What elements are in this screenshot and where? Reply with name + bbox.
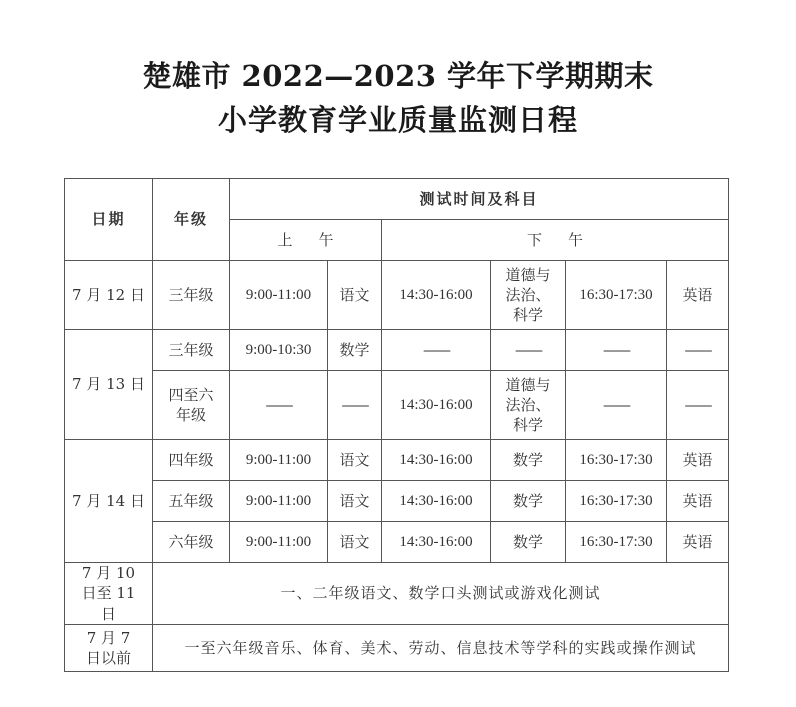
- row-pm2-subject: 英语: [667, 440, 729, 481]
- row-am-subject: 语文: [328, 440, 382, 481]
- row-am-subject: ——: [328, 371, 382, 440]
- row-grade: 四年级: [153, 440, 230, 481]
- row-grade: 五年级: [153, 481, 230, 522]
- row-pm1-subject: ——: [491, 330, 566, 371]
- row-am-time: 9:00-11:00: [230, 440, 328, 481]
- row-am-time: 9:00-11:00: [230, 481, 328, 522]
- row-grade: 三年级: [153, 330, 230, 371]
- row-pm2-time: 16:30-17:30: [566, 440, 667, 481]
- row-pm1-subject: 数学: [491, 522, 566, 563]
- row-pm1-time: 14:30-16:00: [382, 522, 491, 563]
- table-header-row: [65, 179, 729, 220]
- note-date: 7 月 10 日至 11 日: [65, 563, 153, 625]
- header-morning: 上午: [230, 220, 382, 261]
- row-pm1-time: 14:30-16:00: [382, 481, 491, 522]
- table-row: [65, 440, 729, 481]
- header-grade: 年级: [153, 179, 230, 261]
- row-am-subject: 数学: [328, 330, 382, 371]
- row-date: 7 月 13 日: [65, 330, 153, 440]
- document-title-line1: 楚雄市 2022—2023 学年下学期期末: [142, 59, 654, 93]
- row-am-time: 9:00-11:00: [230, 522, 328, 563]
- table-row: [65, 330, 729, 371]
- row-am-time: ——: [230, 371, 328, 440]
- row-am-subject: 语文: [328, 522, 382, 563]
- table-row: [65, 522, 729, 563]
- document-title-line2: 小学教育学业质量监测日程: [217, 103, 578, 137]
- row-pm1-time: 14:30-16:00: [382, 371, 491, 440]
- note-row: [65, 624, 729, 671]
- row-pm1-time: 14:30-16:00: [382, 261, 491, 330]
- row-pm1-time: ——: [382, 330, 491, 371]
- header-afternoon: 下午: [382, 220, 729, 261]
- table-row: [65, 261, 729, 330]
- note-date: 7 月 7 日以前: [65, 624, 153, 671]
- note-row: [65, 563, 729, 625]
- row-pm2-subject: ——: [667, 330, 729, 371]
- row-am-time: 9:00-11:00: [230, 261, 328, 330]
- row-am-time: 9:00-10:30: [230, 330, 328, 371]
- row-grade: 三年级: [153, 261, 230, 330]
- row-pm1-subject: 数学: [491, 481, 566, 522]
- row-pm2-subject: 英语: [667, 481, 729, 522]
- row-am-subject: 语文: [328, 261, 382, 330]
- row-pm1-subject: 数学: [491, 440, 566, 481]
- schedule-table: [64, 178, 729, 672]
- row-grade: 四至六年级: [153, 371, 230, 440]
- row-pm2-subject: 英语: [667, 522, 729, 563]
- row-pm2-time: 16:30-17:30: [566, 522, 667, 563]
- row-grade: 六年级: [153, 522, 230, 563]
- note-text: 一至六年级音乐、体育、美术、劳动、信息技术等学科的实践或操作测试: [153, 624, 729, 671]
- table-row: [65, 371, 729, 440]
- row-pm1-subject: 道德与法治、科学: [491, 371, 566, 440]
- note-text: 一、二年级语文、数学口头测试或游戏化测试: [153, 563, 729, 625]
- row-pm1-subject: 道德与法治、科学: [491, 261, 566, 330]
- header-date: 日期: [65, 179, 153, 261]
- row-am-subject: 语文: [328, 481, 382, 522]
- table-row: [65, 481, 729, 522]
- row-pm2-time: ——: [566, 330, 667, 371]
- header-time-subject: 测试时间及科目: [230, 179, 729, 220]
- row-pm2-subject: ——: [667, 371, 729, 440]
- row-pm2-time: ——: [566, 371, 667, 440]
- row-pm2-subject: 英语: [667, 261, 729, 330]
- row-pm1-time: 14:30-16:00: [382, 440, 491, 481]
- row-date: 7 月 12 日: [65, 261, 153, 330]
- row-pm2-time: 16:30-17:30: [566, 481, 667, 522]
- row-date: 7 月 14 日: [65, 440, 153, 563]
- row-pm2-time: 16:30-17:30: [566, 261, 667, 330]
